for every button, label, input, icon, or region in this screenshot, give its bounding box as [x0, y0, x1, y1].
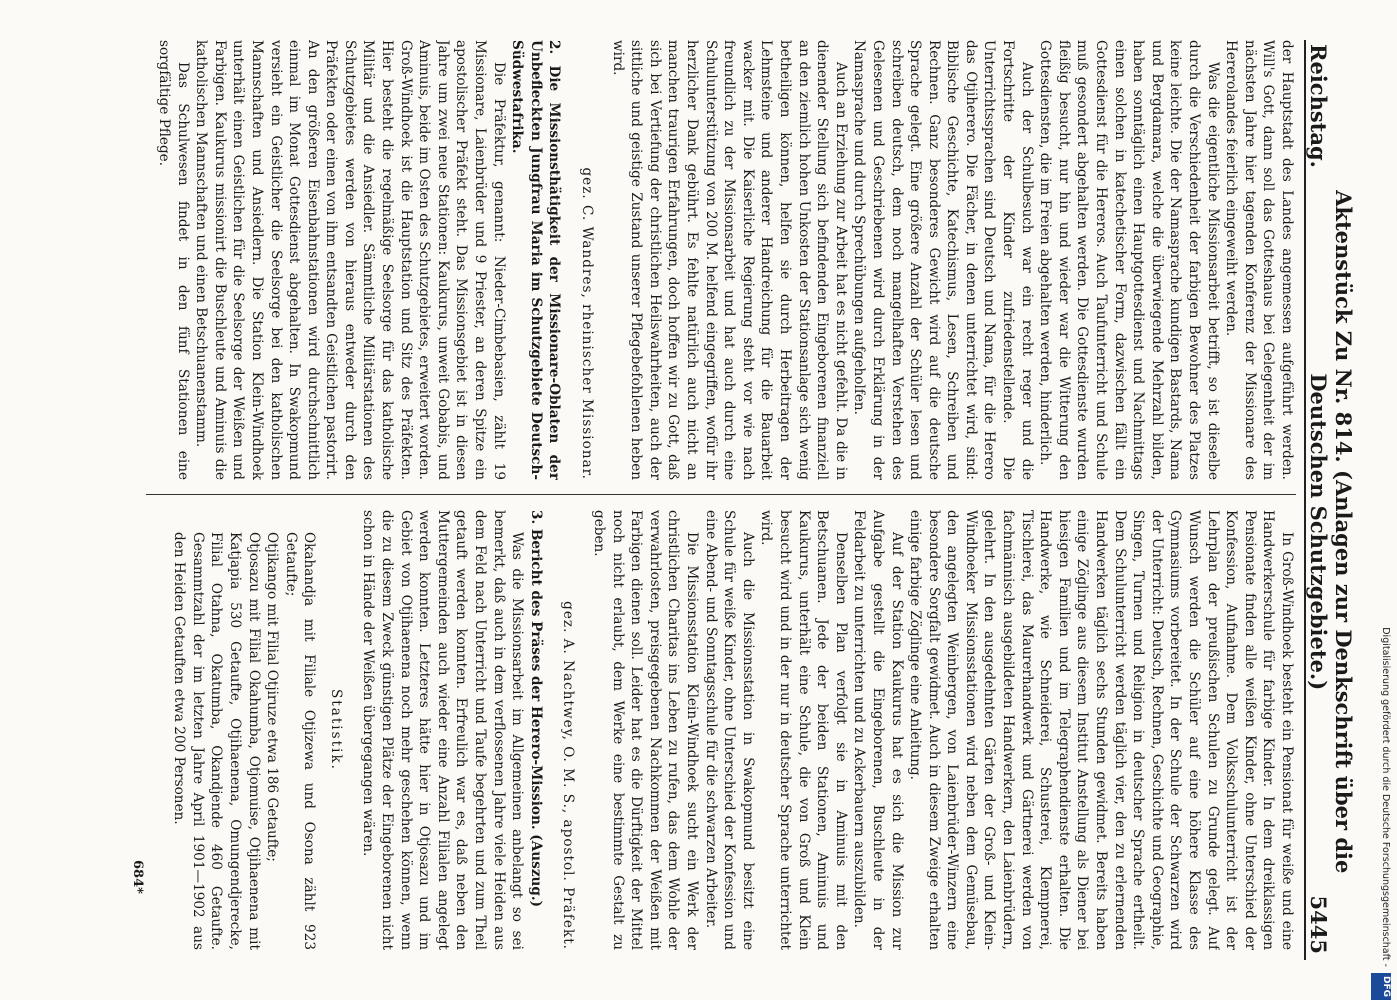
left-paragraph: Was die eigentliche Missionsarbeit betrifft, so ist dieselbe durch die Verschiedenheit der farbigen Bewohner des Platzes keine leichte. Die der Namasprache kundigen Bastards, Nama und Bergdamara, welche die überwiegende Mehrzahl bilden, haben sonntäglich einen Hauptgottesdienst und Nachmittags einen solchen in katechetischer Form, dazwischen fällt ein Gottesdienst für die Hereros. Auch Taufunterricht und Schule muß gesondert abgehalten werden. Die Gottesdienste wurden fleißig besucht, nur hin und wieder war die Witterung den Gottesdiensten, die im Freien abgehalten werden, hinderlich.	[1037, 40, 1221, 480]
column-divider	[146, 494, 1296, 495]
right-column	[126, 510, 1296, 950]
left-paragraph: der Hauptstadt des Landes angemessen aufgeführt werden. Will's Gott, dann soll das Gotteshaus bei Gelegenheit der im nächsten Jahre hier tagenden Konferenz der Missionare des Hererolandes feierlich eingeweiht werden.	[1223, 40, 1295, 480]
header-page-number: 5445	[1306, 895, 1331, 954]
statistics-heading: Statistik.	[327, 688, 344, 772]
page-header	[1304, 40, 1356, 960]
right-signature: gez. A. Nachtwey, O. M. S., apostol. Präfekt.	[560, 601, 577, 950]
statistics-line: Otjikango mit Filial Otjiruze etwa 186 Getaufte;	[264, 532, 281, 862]
section2-paragraph: Die Präfektur, genannt: Nieder-Cimbebasien, zählt 19 Missionare, Laienbrüder und 9 Priester, an deren Spitze ein apostolischer Präfekt steht. Das Missionsgebiet ist in diesen Jahre um zwei neue Stationen: Kaukurus, unweit Gobabis, und Aminuis, beide im Osten des Schutzgebietes, erweitert worden. Groß-Windhoek ist die Hauptstation und Sitz des Präfekten. Hier besteht die regelmäßige Seelsorge für das katholische Militär und die Ansiedler. Sämmtliche Militärstationen des Schutzgebietes werden von hieraus entweder durch den Präfekten oder einen von ihm entsandten Geistlichen pastorirt. An den größeren Eisenbahnstationen wird durchschnittlich einmal im Monat Gottesdienst abgehalten. In Swakopmund versieht ein Geistlicher die Seelsorge bei den katholischen Mannschaften und Ansiedlern. Die Station Klein-Windhoek unterhält einen Geistlichen für die Seelsorge der Weißen und Farbigen. Kaukurus missionirt die Buschleute und Aminuis die katholischen Mannschaften und einen Betschuanenstamm.	[193, 40, 507, 480]
section3-heading: 3. Bericht des Präses der Herero-Mission. (Auszug.)	[527, 510, 544, 908]
right-paragraph: Denselben Plan verfolgt sie in Aminuis mit den Betschuanen. Jede der beiden Stationen, Aminuis und Kaukurus, unterhält eine Schule, die von Groß und Klein besucht wird und in der nur in deutscher Sprache unterrichtet wird.	[758, 510, 849, 950]
right-paragraph: In Groß-Windhoek besteht ein Pensionat für weiße und eine Handwerkerschule für farbige Kinder. In dem dreiklassigen Pensionate finden alle weißen Kinder, ohne Unterschied der Konfession, Aufnahme. Dem Volksschulunterricht ist der Lehrplan der preußischen Schulen zu Grunde gelegt. Auf Wunsch werden die Schüler auf eine höhere Klasse des Gymnasiums vorbereitet. In der Schule der Schwarzen wird der Unterricht: Deutsch, Rechnen, Geschichte und Geographie, Singen, Turnen und Religion in deutscher Sprache ertheilt. Dem Schulunterricht werden täglich vier, den zu erlernenden Handwerken täglich sechs Stunden gewidmet. Bereits haben einige Zöglinge aus diesem Institut Anstellung als Diener bei hiesigen Familien und im Telegraphendienste erhalten. Die Handwerke, wie Schneiderei, Schusterei, Klempnerei, Tischlerei, das Maurerhandwerk und Gärtnerei werden von fachmännisch ausgebildeten Handwerkern, den Laienbrüdern, gelehrt. In den ausgedehnten Gärten der Groß- und Klein-Windhoeker Missionsstationen wird neben dem Gemüsebau, den angelegten Weinbergen, von Laienbrüder-Winzern eine besondere Sorgfalt gewidmet. Auch in diesem Zweige erhalten einige farbige Zöglinge eine Anleitung.	[907, 510, 1295, 950]
statistics-line: Otjosazu mit Filial Okahumba, Otjomuise, Otjihaenena mit Katjapia 530 Getaufte, Otjihaenena, Omungendjerecke, Filial Otahna, Okatumba, Okandjende 460 Getaufte. Gesammtzahl der im letzten Jahre April 1901—1902 aus den Heiden Getauften etwa 200 Personen.	[171, 532, 262, 950]
section2-paragraph: Das Schulwesen findet in den fünf Stationen eine sorgfältige Pflege.	[155, 40, 191, 480]
statistics-list	[170, 510, 319, 950]
left-paragraph: Auch der Schulbesuch war ein recht reger und die Fortschritte der Kinder zufriedenstellende. Die Unterrichtssprachen sind Deutsch und Nama, für die Herero das Otjiherero. Die Fächer, in denen unterrichtet wird, sind: Biblische Geschichte, Katechismus, Lesen, Schreiben und Rechnen. Ganz besonderes Gewicht wird auf die deutsche Sprache gelegt. Eine größere Anzahl der Schüler lesen und schreiben deutsch, dem noch mangelhaften Verstehen des Gelesenen und Geschriebenen wird durch Erklärung in der Namasprache und durch Sprechübungen aufgeholfen.	[851, 40, 1035, 480]
header-left: Reichstag.	[1306, 44, 1331, 168]
footer-page-number: 684*	[130, 860, 145, 894]
dfg-logo: DFG	[1371, 973, 1391, 1000]
credit-text: Digitalisierung gefördert durch die Deutsche Forschungsgemeinschaft -	[1380, 627, 1391, 967]
right-paragraph: Auf der Station Kaukurus hat es sich die Mission zur Aufgabe gestellt die Eingeborenen, Buschleute in der Feldarbeit zu unterrichten und zu Ackerbauern auszubilden.	[851, 510, 905, 950]
right-paragraph: Die Missionsstation Klein-Windhoek sucht ein Werk der christlichen Charitas ins Leben zu rufen, das dem Wohle der verwahrlosten, preisgegebenen Nachkommen der Weißen mit Farbigen dienen soll. Leider hat es die Dürftigkeit der Mittel noch nicht erlaubt, dem Werke eine bestimmte Gestalt zu geben.	[591, 510, 700, 950]
section3-paragraph: Was die Missionsarbeit im Allgemeinen anbelangt so sei bemerkt, daß auch in dem verflossenen Jahre viele Heiden aus dem Feld nach Unterricht und Taufe begehrten und zum Theil getauft werden konnten. Erfreulich war es, daß neben den Muttergemeinden auch wieder eine Anzahl Filialen angelegt werden konnten. Letzteres hätte hier in Otjosazu und im Gebiet von Otjihaenena noch mehr geschehen können, wenn die zu diesem Zweck günstigen Plätze der Eingeborenen nicht schon in Hände der Weißen übergegangen wären.	[360, 510, 526, 950]
statistics-line: Okahandja mit Filiale Otjizewa und Osona zählt 923 Getaufte;	[282, 532, 318, 950]
rotated-page-content	[50, 40, 1356, 960]
digitization-credit	[1373, 0, 1393, 1000]
right-paragraph: Auch die Missionsstation in Swakopmund besitzt eine Schule für weiße Kinder, ohne Unterschied der Konfession und eine Abend- und Sonntagsschule für die schwarzen Arbeiter.	[702, 510, 756, 950]
left-column	[126, 40, 1296, 480]
section2-heading: 2. Die Missionsthätigkeit der Missionare-Oblaten der Unbefleckten Jungfrau Maria im Schutzgebiete Deutsch-Südwestafrika.	[509, 40, 563, 480]
left-paragraph: Auch an Erziehung zur Arbeit hat es nicht gefehlt. Da die in dienender Stellung sich befindenden Eingeborenen finanziell an den ziemlich hohen Unkosten der Stationsanlage sich wenig betheiligen können, helfen sie durch Herbeitragen der Lehmsteine und anderer Handreichung für die Bauarbeit wacker mit. Die Kaiserliche Regierung steht vor wie nach freundlich zu der Missionsarbeit und hat auch durch eine Schulunterstützung von 200 M. helfend eingegriffen, wofür ihr herzlicher Dank gebührt. Es fehlte natürlich auch nicht an manchen traurigen Erfahrungen, doch hoffen wir zu Gott, daß sich bei Vertiefung der christlichen Heilswahrheiten, auch der sittliche und geistige Zustand unserer Pflegebefohlenen heben wird.	[609, 40, 849, 480]
left-signature: gez. C. Wandres, rheinischer Missionar.	[579, 167, 596, 480]
header-title: Aktenstück Zu Nr. 814. (Anlagen zur Denkschrift über die Deutschen Schutzgebiete.)	[1306, 190, 1356, 874]
